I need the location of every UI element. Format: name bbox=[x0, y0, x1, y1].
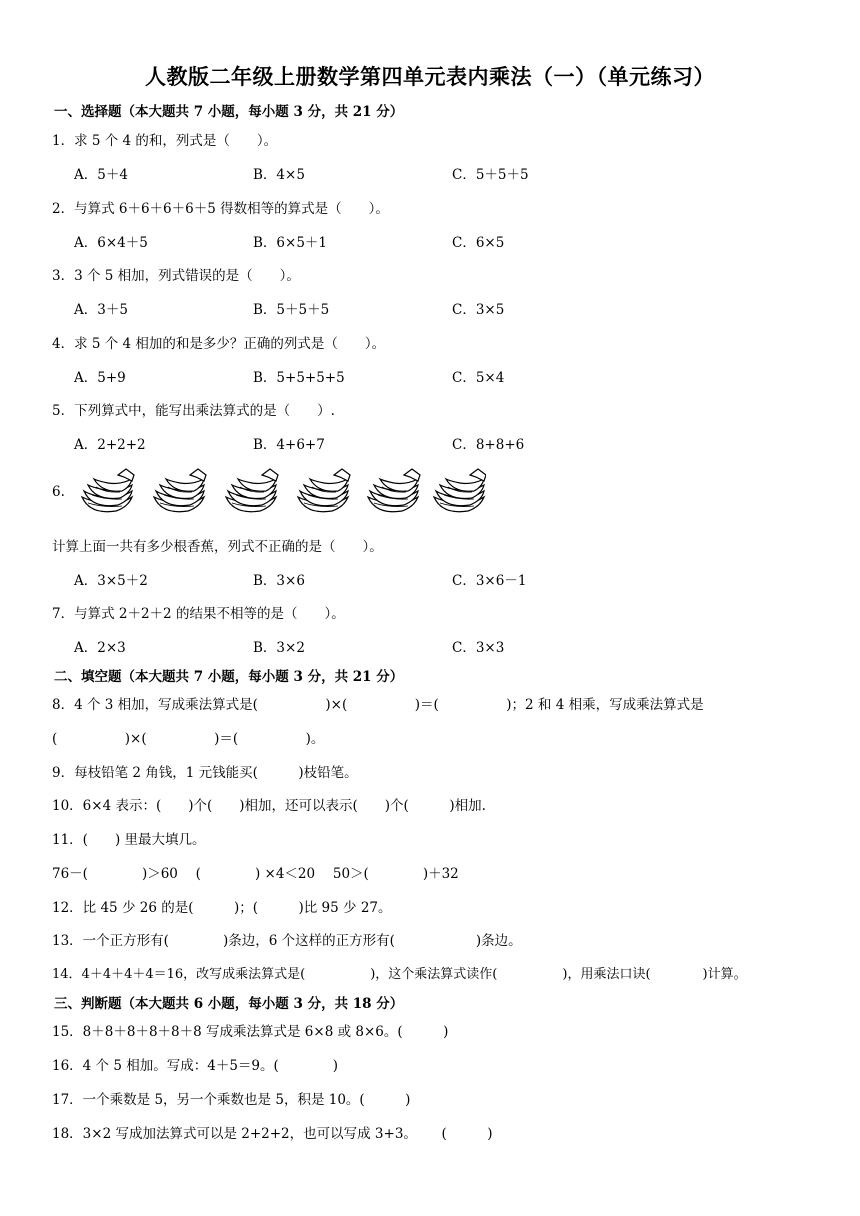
question-2: 2．与算式 6＋6＋6＋6＋5 得数相等的算式是（ ）。 bbox=[52, 201, 389, 217]
question-16: 16．4 个 5 相加。写成：4＋5＝9。( ) bbox=[52, 1058, 339, 1074]
question-8-cont: ( )×( )＝( )。 bbox=[52, 731, 325, 747]
question-12: 12．比 45 少 26 的是( )；( )比 95 少 27。 bbox=[52, 900, 392, 916]
option-b: B．4+6+7 bbox=[253, 437, 325, 453]
option-b: B．5＋5＋5 bbox=[253, 302, 330, 318]
option-c: C．5×4 bbox=[452, 370, 505, 386]
banana-bunch-icon bbox=[434, 469, 486, 512]
question-3: 3．3 个 5 相加，列式错误的是（ ）。 bbox=[52, 268, 300, 284]
option-b: B．5+5+5+5 bbox=[253, 370, 345, 386]
section-heading-fill: 二、填空题（本大题共 7 小题，每小题 3 分，共 21 分） bbox=[54, 669, 404, 685]
question-18: 18．3×2 写成加法算式可以是 2+2+2，也可以写成 3+3。 ( ) bbox=[52, 1126, 493, 1142]
option-b: B．4×5 bbox=[253, 167, 305, 183]
question-14: 14．4＋4＋4＋4＝16，改写成乘法算式是( )，这个乘法算式读作( )，用乘法口诀( )计算。 bbox=[52, 967, 747, 982]
question-17: 17．一个乘数是 5，另一个乘数也是 5，积是 10。( ) bbox=[52, 1092, 411, 1108]
section-heading-judge: 三、判断题（本大题共 6 小题，每小题 3 分，共 18 分） bbox=[54, 996, 404, 1012]
banana-bunch-icon bbox=[298, 469, 350, 512]
question-8: 8．4 个 3 相加，写成乘法算式是( )×( )＝( )；2 和 4 相乘，写成乘法算式是 bbox=[52, 697, 704, 713]
question-6-text: 计算上面一共有多少根香蕉，列式不正确的是（ ）。 bbox=[52, 539, 383, 555]
banana-bunch-icon bbox=[226, 469, 278, 512]
page-title: 人教版二年级上册数学第四单元表内乘法（一）（单元练习） bbox=[145, 64, 715, 89]
banana-bunch-icon bbox=[368, 469, 420, 512]
option-a: A．2+2+2 bbox=[74, 437, 146, 453]
option-a: A．5+9 bbox=[74, 370, 126, 386]
option-b: B．6×5＋1 bbox=[253, 235, 327, 251]
question-6: 6. bbox=[52, 484, 65, 500]
option-c: C．3×3 bbox=[452, 640, 505, 656]
banana-bunches bbox=[76, 465, 486, 517]
question-10: 10．6×4 表示：( )个( )相加，还可以表示( )个( )相加. bbox=[52, 798, 486, 814]
option-a: A．6×4＋5 bbox=[74, 235, 148, 251]
option-c: C．3×5 bbox=[452, 302, 505, 318]
option-c: C．6×5 bbox=[452, 235, 505, 251]
question-15: 15．8＋8＋8＋8＋8＋8 写成乘法算式是 6×8 或 8×6。( ) bbox=[52, 1024, 449, 1040]
question-7: 7．与算式 2＋2＋2 的结果不相等的是（ ）。 bbox=[52, 606, 345, 622]
question-1: 1．求 5 个 4 的和，列式是（ ）。 bbox=[52, 133, 278, 149]
question-4: 4．求 5 个 4 相加的和是多少？正确的列式是（ ）。 bbox=[52, 336, 386, 352]
question-11: 11．( ) 里最大填几。 bbox=[52, 832, 206, 848]
section-heading-choice: 一、选择题（本大题共 7 小题，每小题 3 分，共 21 分） bbox=[54, 104, 404, 120]
option-b: B．3×6 bbox=[253, 573, 305, 589]
option-a: A．5＋4 bbox=[74, 167, 128, 183]
option-c: C．5＋5＋5 bbox=[452, 167, 529, 183]
banana-bunch-icon bbox=[154, 469, 206, 512]
option-b: B．3×2 bbox=[253, 640, 305, 656]
option-a: A．3×5＋2 bbox=[74, 573, 148, 589]
question-9: 9．每枝铅笔 2 角钱，1 元钱能买( )枝铅笔。 bbox=[52, 765, 358, 781]
question-5: 5．下列算式中，能写出乘法算式的是（ ）. bbox=[52, 403, 335, 419]
banana-bunch-icon bbox=[82, 469, 134, 512]
option-c: C．8+8+6 bbox=[452, 437, 525, 453]
option-a: A．2×3 bbox=[74, 640, 126, 656]
question-13: 13．一个正方形有( )条边，6 个这样的正方形有( )条边。 bbox=[52, 933, 522, 949]
question-11-items: 76－( )＞60 ( ) ×4＜20 50＞( )＋32 bbox=[52, 866, 459, 882]
option-a: A．3＋5 bbox=[74, 302, 128, 318]
option-c: C．3×6－1 bbox=[452, 573, 527, 589]
